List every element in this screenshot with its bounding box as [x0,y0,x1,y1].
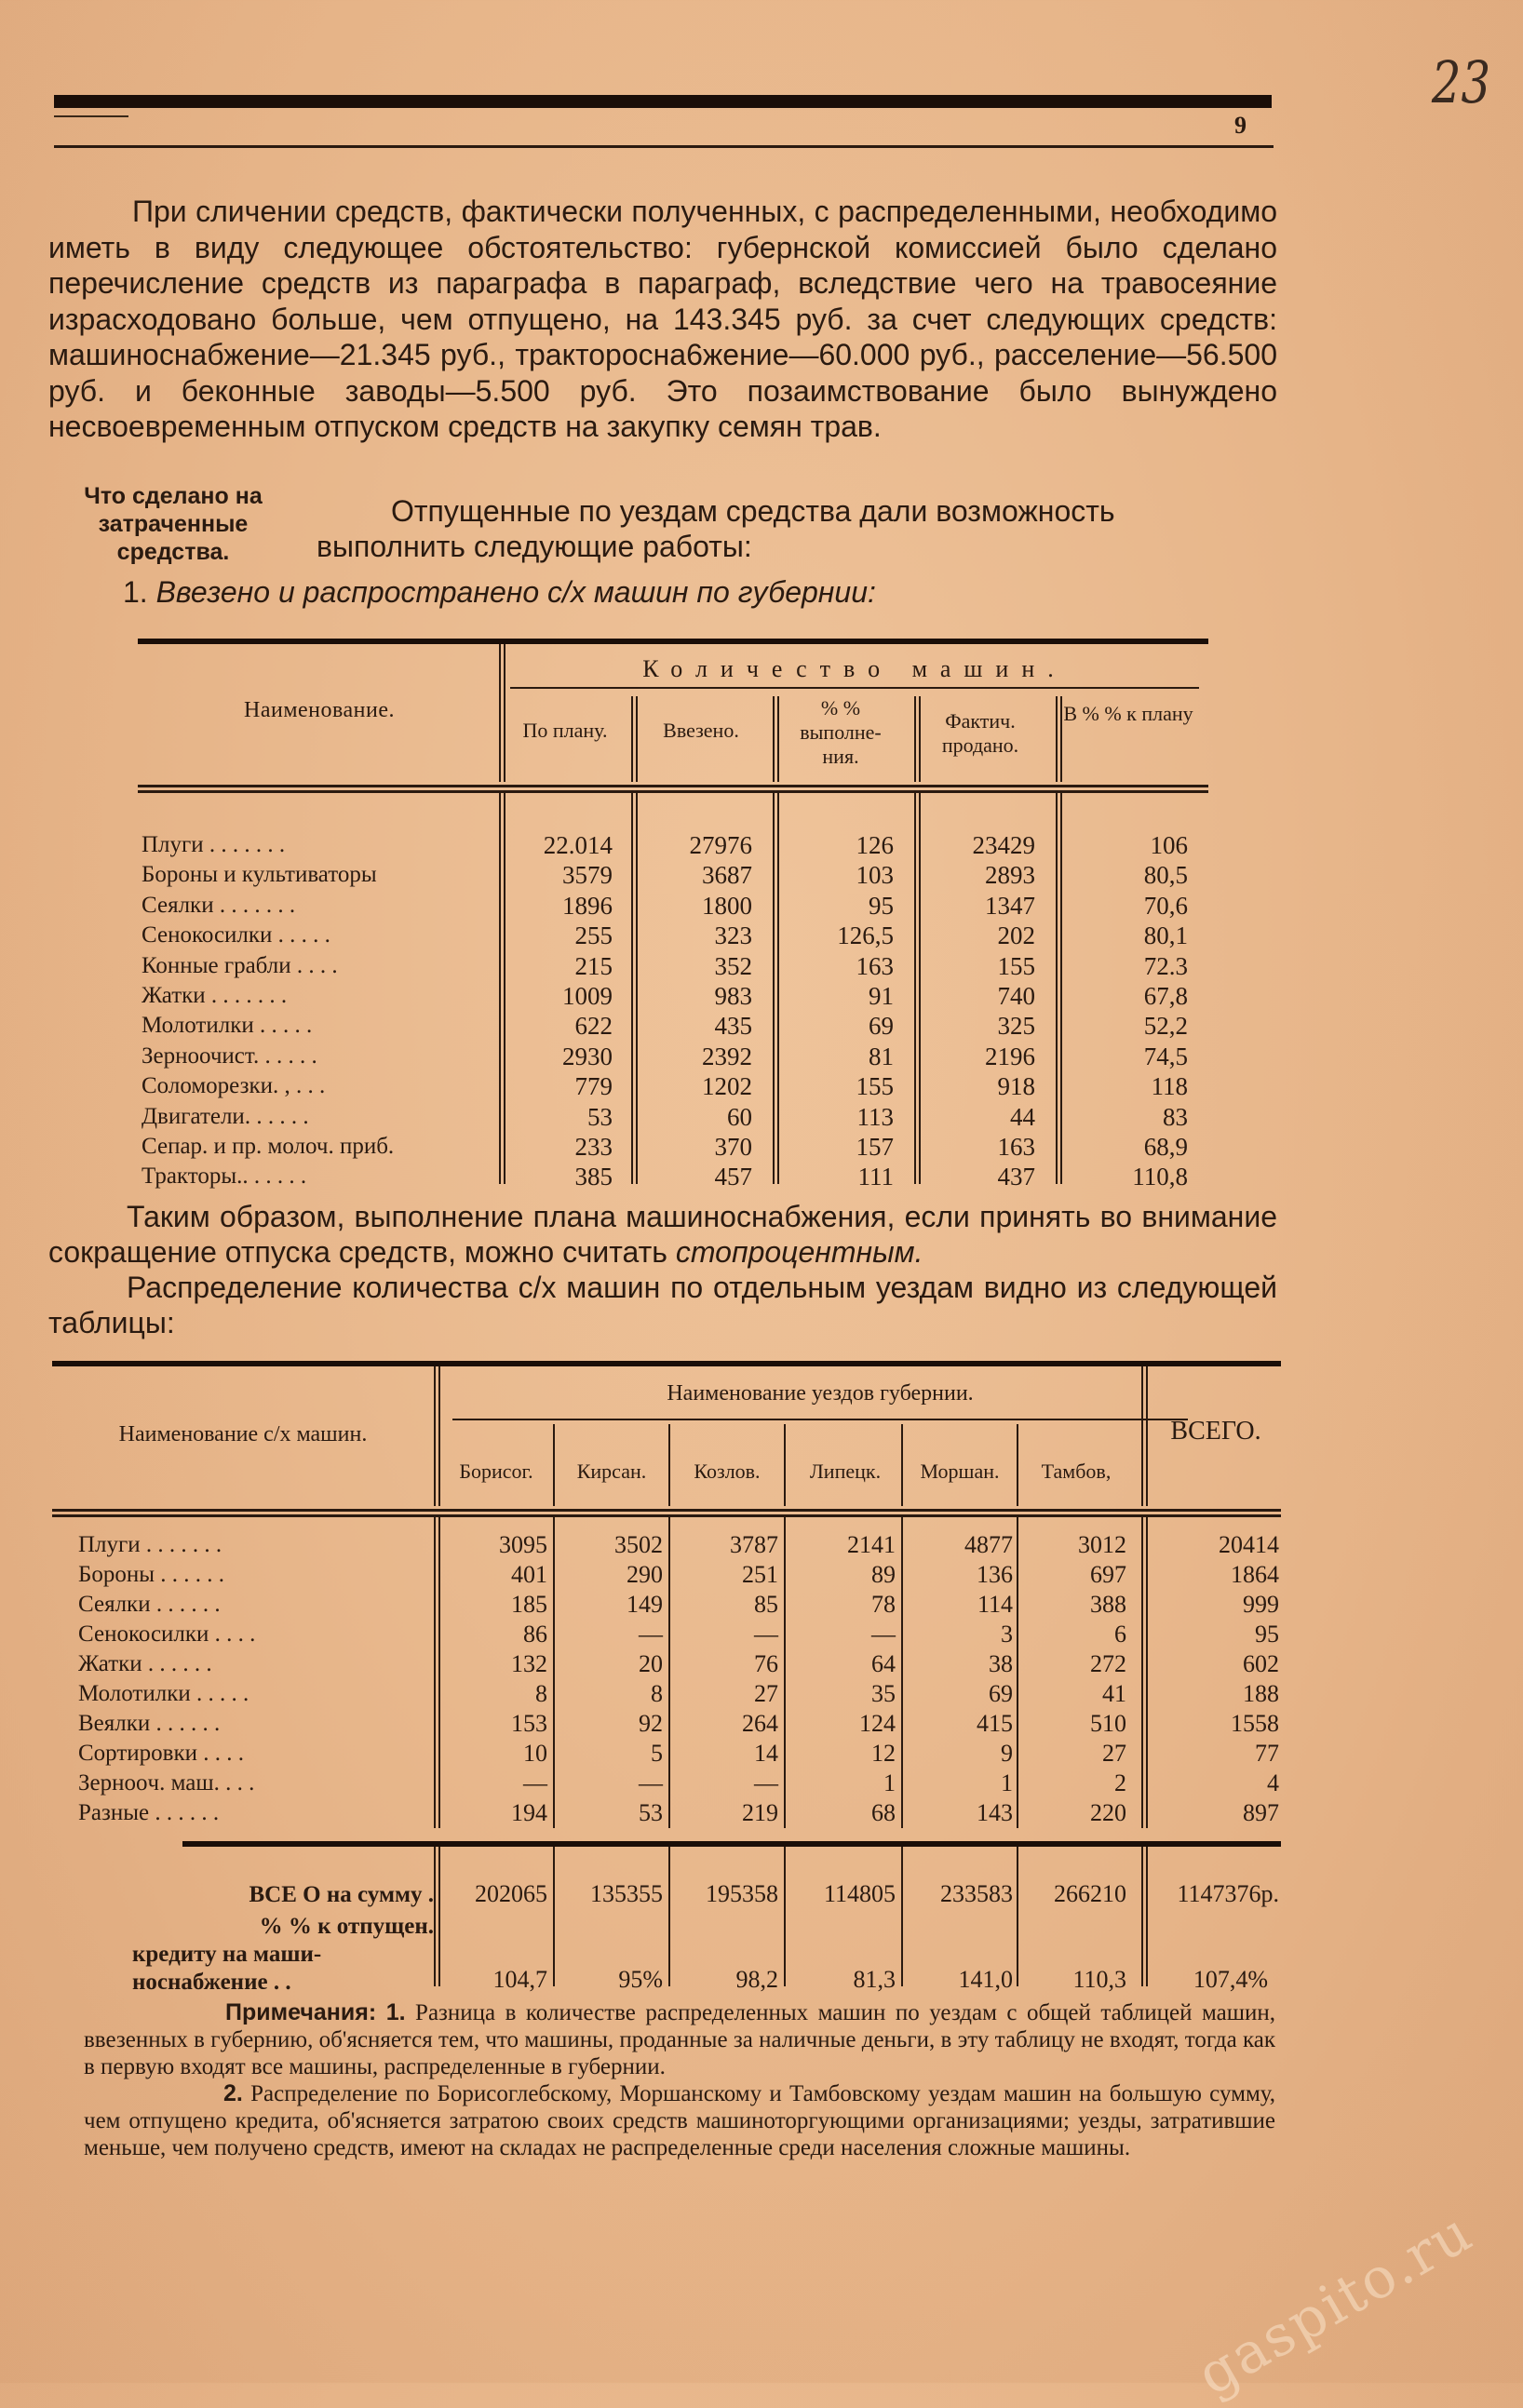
cell: 91 [869,981,894,1010]
column-divider [784,1847,786,1986]
cell: 1202 [702,1072,752,1101]
cell: 38 [989,1650,1013,1677]
row-label: Жатки . . . . . . [78,1651,212,1676]
cell: 143 [977,1799,1013,1826]
cell: 157 [856,1132,894,1161]
cell: 14 [754,1740,778,1767]
cell: 41 [1102,1680,1126,1707]
cell-total: 1864 [1231,1561,1279,1588]
table-header [138,644,1208,782]
heading-text: Ввезено и распространено с/х машин по губернии: [155,575,876,609]
column-header-morshan: Моршан. [920,1460,1000,1483]
cell: 74,5 [1143,1042,1188,1070]
cell: 114 [977,1591,1013,1618]
cell: 35 [871,1680,896,1707]
note-2-text: Распределение по Борисоглебскому, Моршанскому и Тамбовскому уездам машин на большую сумму, чем отпущено кредита, об'ясняется затратою своих средств машиноторгующими организациями; уезды, затратившие меньше, чем получено средств, имеют на складах не распределенные среди населения сложные машины. [84,2081,1276,2160]
cell: 1 [1001,1769,1013,1796]
row-label: Зерноoч. маш. . . . [78,1770,255,1796]
cell: 2893 [985,861,1035,890]
table-row [52,1739,1281,1769]
row-label: Сортировки . . . . [78,1741,244,1766]
paragraph-works-intro [317,493,1275,564]
column-divider [784,1424,786,1506]
cell-total: 4 [1267,1769,1279,1796]
cell: 1009 [562,981,613,1010]
cell: 163 [856,951,894,980]
cell: — [523,1769,547,1796]
table-row [138,1162,1208,1191]
table-row [52,1709,1281,1739]
cell: 27 [754,1680,778,1707]
pct-label-line-2: кредиту на маши- [132,1942,322,1967]
cell-total: 77 [1255,1740,1279,1767]
header-double-rule [138,785,1208,787]
cell: 27976 [689,831,752,859]
cell: 370 [714,1132,752,1161]
column-header-borisog: Борисог. [459,1460,533,1483]
cell: 215 [574,951,613,980]
total-sum-cell: 195358 [706,1880,778,1907]
cell: 111 [857,1163,894,1191]
column-divider [901,1424,903,1506]
cell-total: 602 [1243,1650,1279,1677]
cell: — [639,1769,663,1796]
pct-total-cell: 107,4% [1193,1966,1268,1993]
column-header-lipetsk: Липецк. [809,1460,882,1483]
column-header-kozlov: Козлов. [694,1460,761,1483]
cell: 85 [754,1591,778,1618]
header-sub-rule [54,145,1274,148]
cell: — [639,1621,663,1648]
cell-total: 897 [1243,1799,1279,1826]
cell: 83 [1163,1102,1188,1131]
cell: 70,6 [1143,891,1188,920]
column-header-pct-plan: В % % к плану [1063,702,1193,725]
cell: — [754,1769,778,1796]
cell: 110,8 [1132,1163,1188,1191]
table-row [138,1132,1208,1162]
column-divider [668,1847,670,1986]
column-divider [1017,1847,1018,1986]
cell: 6 [1114,1621,1126,1648]
row-label: Сеялки . . . . . . [78,1592,221,1617]
cell: 697 [1090,1561,1126,1588]
cell: 1 [883,1769,896,1796]
cell: 3502 [614,1531,663,1558]
cell: 185 [511,1591,547,1618]
header-rule [54,95,1272,108]
pct-cell: 104,7 [492,1966,547,1993]
cell: 132 [511,1650,547,1677]
note-1-text: Разница в количестве распределенных машин по уездам с общей таблицей машин, ввезенных в губернию, об'ясняется тем, что машины, проданные за наличные деньги, в эту таблицу не входят, тогда как в первую входят все машины, распределенные в губернии. [84,2000,1276,2079]
paragraph-3 [48,1199,1277,1270]
cell: 22.014 [543,831,613,859]
column-group-header: Количество машин. [642,655,1067,682]
row-label: Веялки . . . . . . [78,1711,221,1736]
cell: 323 [714,921,752,950]
paragraph-3-emphasis: стопроцентным. [675,1235,923,1269]
column-header-name: Наименование. [243,698,396,722]
column-divider [434,1366,440,1506]
cell: 155 [856,1072,894,1101]
row-label: Жатки . . . . . . . [142,982,288,1008]
cell: 290 [627,1561,663,1588]
cell: 2392 [702,1042,752,1070]
paragraph-3-text: Таким образом, выполнение плана машиноснабжения, если принять во внимание сокращение отпуска средств, можно считать [48,1200,1277,1269]
table-row [138,1071,1208,1101]
group-header-rule [452,1419,1188,1420]
cell: 457 [714,1163,752,1191]
paragraph-conclusion [48,1199,1277,1340]
cell: 106 [1150,831,1188,859]
cell: 352 [714,951,752,980]
pct-cell: 110,3 [1072,1966,1126,1993]
cell: 220 [1090,1799,1126,1826]
row-label: Зерноочист. . . . . . [142,1043,317,1069]
table-row [52,1649,1281,1679]
cell: 2141 [847,1531,896,1558]
row-label: Соломорезки. , . . . [142,1073,326,1099]
cell: 255 [574,921,613,950]
cell: 69 [869,1012,894,1041]
cell: 155 [997,951,1035,980]
cell: 136 [977,1561,1013,1588]
table-row [138,951,1208,981]
cell: 415 [977,1710,1013,1737]
cell: 385 [574,1163,613,1191]
cell: 72.3 [1143,951,1188,980]
cell: 8 [651,1680,663,1707]
cell: 80,5 [1143,861,1188,890]
table-machines-province [138,639,1208,1221]
pct-label-line-3: носнабжение . . [132,1970,291,1995]
cell-total: 95 [1255,1621,1279,1648]
row-label: Бороны и культиваторы [142,862,377,888]
column-divider [1141,1847,1148,1986]
cell: 81 [869,1042,894,1070]
cell: 8 [535,1680,547,1707]
cell: 251 [742,1561,778,1588]
cell: 163 [997,1132,1035,1161]
row-label: Конные грабли . . . . [142,952,338,978]
cell: 113 [856,1102,894,1131]
cell: 95 [869,891,894,920]
note-1 [84,1999,1275,2080]
cell: 2196 [985,1042,1035,1070]
cell: 983 [714,981,752,1010]
column-header-kirsan: Кирсан. [576,1460,647,1483]
row-label: Сеялки . . . . . . . [142,892,296,918]
total-sum-label: ВСЕ О на сумму . [249,1882,434,1907]
cell: 89 [871,1561,896,1588]
cell: 78 [871,1591,896,1618]
row-label: Сенокосилки . . . . . [142,922,330,948]
cell-total: 1558 [1231,1710,1279,1737]
cell: 126,5 [837,921,894,950]
column-divider [773,696,779,782]
cell: 52,2 [1143,1012,1188,1041]
cell: 67,8 [1143,981,1188,1010]
handwritten-page-number: 23 [1431,48,1491,116]
column-divider [1141,1366,1148,1506]
footnotes [84,1999,1275,2161]
cell: 9 [1001,1740,1013,1767]
note-2-number: 2. [223,2080,243,2106]
cell: 779 [574,1072,613,1101]
row-label: Двигатели. . . . . . [142,1103,309,1129]
table-row [138,981,1208,1011]
grand-total-cell: 1147376р. [1177,1880,1279,1907]
column-divider [901,1847,903,1986]
cell: 3095 [499,1531,547,1558]
cell: 10 [523,1740,547,1767]
row-label: Тракторы.. . . . . . [142,1164,307,1190]
pct-cell: 141,0 [958,1966,1013,1993]
cell: 1347 [985,891,1035,920]
note-1-number: 1. [385,1999,406,2025]
cell: 80,1 [1143,921,1188,950]
table-row [138,860,1208,890]
watermark: gaspito.ru [1186,2199,1484,2408]
cell: 2930 [562,1042,613,1070]
table-row [52,1679,1281,1709]
notes-label: Примечания: [225,1999,377,2025]
cell-total: 188 [1243,1680,1279,1707]
cell: 153 [511,1710,547,1737]
cell: 510 [1090,1710,1126,1737]
cell: 126 [856,831,894,859]
cell: 1800 [702,891,752,920]
cell-total: 999 [1243,1591,1279,1618]
cell: 76 [754,1650,778,1677]
cell: 44 [1010,1102,1035,1131]
column-divider [553,1847,555,1986]
cell: 53 [639,1799,663,1826]
section-heading-1 [123,575,876,610]
column-header-tambov: Тамбов, [1041,1460,1112,1483]
column-divider [914,696,921,782]
cell: 118 [1151,1072,1188,1101]
total-sum-cell: 202065 [475,1880,547,1907]
cell: 68,9 [1143,1132,1188,1161]
cell: 103 [856,861,894,890]
column-header-total: ВСЕГО. [1170,1417,1261,1446]
cell: 219 [742,1799,778,1826]
pct-label-line-1: % % к отпущен. [259,1914,434,1939]
table-body [52,1517,1281,1841]
paragraph-funds-comparison [48,194,1277,445]
table-row [52,1798,1281,1828]
column-divider [553,1424,555,1506]
cell: 740 [997,981,1035,1010]
header-thin-rule [54,115,128,117]
table-row [138,1042,1208,1071]
cell: 3579 [562,861,613,890]
total-sum-cell: 266210 [1054,1880,1126,1907]
table-row [52,1530,1281,1560]
table-header [52,1366,1281,1506]
column-header-imported: Ввезено. [663,719,739,742]
paragraph-4: Распределение количества с/х машин по отдельным уездам видно из следующей таблицы: [48,1271,1277,1339]
row-label: Плуги . . . . . . . [78,1532,222,1557]
cell: 23429 [972,831,1035,859]
cell: 435 [714,1012,752,1041]
group-header-rule [510,687,1199,689]
table-body [138,793,1208,1221]
cell: 3787 [730,1531,778,1558]
cell: 12 [871,1740,896,1767]
cell: 68 [871,1799,896,1826]
column-divider [668,1424,670,1506]
table-totals [52,1847,1281,1995]
column-header-pct-fulfilled: % % выполне- ния. [800,696,882,768]
row-label: Молотилки . . . . . [142,1013,313,1039]
header-double-rule [52,1509,1281,1512]
cell: 1896 [562,891,613,920]
table-row [52,1560,1281,1590]
table-row [138,830,1208,860]
row-label: Плуги . . . . . . . [142,832,286,857]
cell: 3687 [702,861,752,890]
cell: 202 [997,921,1035,950]
table-machines-by-district [52,1361,1281,1995]
cell: 86 [523,1621,547,1648]
cell-total: 20414 [1219,1531,1279,1558]
heading-number: 1. [123,575,148,609]
cell: 124 [859,1710,896,1737]
cell: 233 [574,1132,613,1161]
row-label: Разные . . . . . . [78,1800,220,1825]
pct-cell: 98,2 [735,1966,778,1993]
pct-cell: 81,3 [853,1966,896,1993]
table-row [52,1620,1281,1649]
row-label: Молотилки . . . . . [78,1681,249,1706]
cell: 194 [511,1799,547,1826]
cell: 401 [511,1561,547,1588]
cell: 437 [997,1163,1035,1191]
cell: 92 [639,1710,663,1737]
column-divider [1017,1424,1018,1506]
cell: 27 [1102,1740,1126,1767]
cell: 272 [1090,1650,1126,1677]
total-sum-cell: 114805 [823,1880,896,1907]
column-divider [1056,696,1062,782]
paragraph-1-text: При сличении средств, фактически полученных, с распределенными, необходимо иметь в виду следующее обстоятельство: губернской комиссией было сделано перечисление средств из параграфа в параграф, вследствие чего на травосеяние израсходовано больше, чем отпущено, на 143.345 руб. за счет следующих средств: машиноснабжение—21.345 руб., тракторосна6жение—60.000 руб., расселение—56.500 руб. и беконные заводы—5.500 руб. Это позаимствование было вынуждено несвоевременным отпуском средств на закупку семян трав. [48,195,1277,443]
cell: 5 [651,1740,663,1767]
cell: — [754,1621,778,1648]
cell: 53 [587,1102,613,1131]
cell: 622 [574,1012,613,1041]
column-header-machine-name: Наименование с/х машин. [118,1422,368,1446]
pct-cell: 95% [618,1966,663,1993]
paragraph-2-line-2: выполнить следующие работы: [317,530,752,563]
cell: 149 [627,1591,663,1618]
cell: 918 [997,1072,1035,1101]
cell: 64 [871,1650,896,1677]
cell: 4877 [964,1531,1013,1558]
cell: — [871,1621,896,1648]
cell: 3012 [1078,1531,1126,1558]
table-row [138,1011,1208,1041]
column-divider [631,696,638,782]
cell: 3 [1001,1621,1013,1648]
paragraph-2-line-1: Отпущенные по уездам средства дали возможность [391,494,1115,528]
cell: 60 [727,1102,752,1131]
table-row [138,1102,1208,1132]
table-row [52,1590,1281,1620]
cell: 388 [1090,1591,1126,1618]
table-row [52,1769,1281,1798]
cell: 2 [1114,1769,1126,1796]
cell: 264 [742,1710,778,1737]
table-row [138,921,1208,950]
margin-note: Что сделано на затраченные средства. [84,483,263,565]
column-header-sold: Фактич. продано. [941,709,1019,757]
cell: 325 [997,1012,1035,1041]
note-2 [84,2080,1275,2161]
page-number: 9 [1234,112,1247,139]
column-header-plan: По плану. [522,719,608,742]
table-row [138,891,1208,921]
cell: 69 [989,1680,1013,1707]
total-sum-cell: 135355 [590,1880,663,1907]
column-group-header-districts: Наименование уездов губернии. [667,1381,974,1406]
row-label: Сепар. и пр. молоч. приб. [142,1133,395,1159]
row-label: Сенокосилки . . . . [78,1621,256,1647]
total-sum-cell: 233583 [940,1880,1013,1907]
cell: 20 [639,1650,663,1677]
column-divider [499,644,505,782]
row-label: Бороны . . . . . . [78,1562,225,1587]
